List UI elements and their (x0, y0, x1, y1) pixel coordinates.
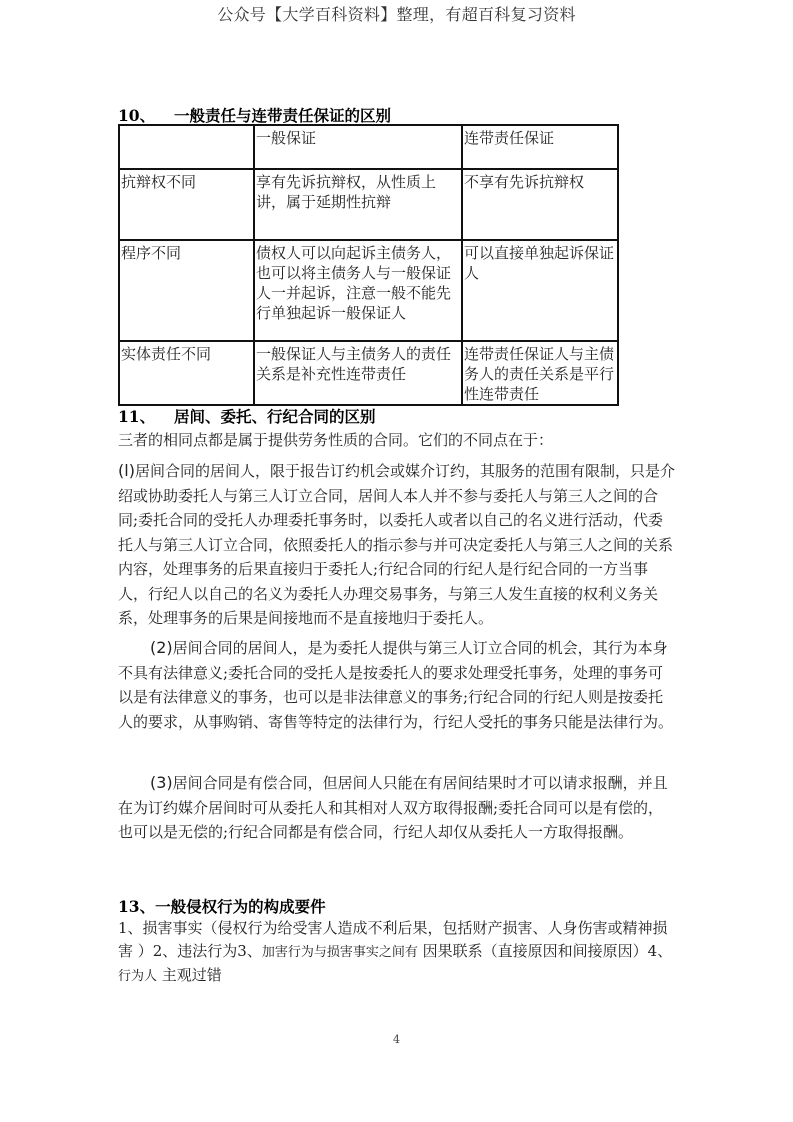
body-text: 因果联系（直接原因和间接原因）4、 (417, 942, 673, 960)
table-cell: 债权人可以向起诉主债务人，也可以将主债务人与一般保证人一并起诉，注意一般不能先行单独起诉一般保证人 (254, 240, 462, 341)
table-header-cell: 一般保证 (254, 125, 462, 169)
table-header-row (119, 125, 618, 169)
section-11-paragraph-2 (118, 636, 678, 734)
section-11-title: 居间、委托、行纪合同的区别 (174, 407, 376, 426)
section-10-title: 一般责任与连带责任保证的区别 (174, 106, 392, 125)
paragraph-marker: (3) (150, 773, 173, 792)
table-cell: 享有先诉抗辩权，从性质上讲，属于延期性抗辩 (254, 169, 462, 240)
table-cell: 抗辩权不同 (119, 169, 254, 240)
table-row (119, 169, 618, 240)
body-text-small: 加害行为与损害事实之间有 (261, 945, 418, 960)
paragraph-text: 居间合同是有偿合同，但居间人只能在有居间结果时才可以请求报酬，并且在为订约媒介居间时可从委托人和其相对人双方取得报酬;委托合同可以是有偿的，也可以是无偿的;行纪合同都是有偿合同，行纪人却仅从委托人一方取得报酬。 (118, 774, 668, 841)
section-11-number: 11、 (118, 407, 156, 426)
page-number: 4 (393, 1033, 400, 1046)
table-cell: 一般保证人与主债务人的责任关系是补充性连带责任 (254, 341, 462, 405)
table-cell: 程序不同 (119, 240, 254, 341)
section-10-number: 10、 (118, 106, 156, 125)
section-11-intro: 三者的相同点都是属于提供劳务性质的合同。它们的不同点在于： (118, 431, 554, 449)
table-row (119, 341, 618, 405)
section-11-paragraph-3 (118, 771, 678, 845)
table-cell: 不享有先诉抗辩权 (462, 169, 618, 240)
page-header: 公众号【大学百科资料】整理，有超百科复习资料 (217, 5, 576, 24)
table-header-cell: 连带责任保证 (462, 125, 618, 169)
body-text-small: 行为人 (118, 969, 158, 984)
table-row (119, 240, 618, 341)
guarantee-comparison-table (118, 124, 619, 406)
section-13-body (118, 917, 678, 988)
paragraph-marker: (2) (150, 638, 173, 657)
table-cell: 实体责任不同 (119, 341, 254, 405)
table-header-cell (119, 125, 254, 169)
paragraph-text: 居间合同的居间人，限于报告订约机会或媒介订约，其服务的范围有限制，只是介绍或协助委托人与第三人订立合同，居间人本人并不参与委托人与第三人之间的合同;委托合同的受托人办理委托事务时，以委托人或者以自己的名义进行活动，代委托人与第三人订立合同，依照委托人的指示参与并可决定委托人与第三人之间的关系内容，处理事务的后果直接归于委托人;行纪合同的行纪人是行纪合同的一方当事人，行纪人以自己的名义为委托人办理交易事务，与第三人发生直接的权利义务关系，处理事务的后果是间接地而不是直接地归于委托人。 (118, 462, 675, 627)
section-10-heading (118, 104, 391, 126)
table-cell: 连带责任保证人与主债务人的责任关系是平行性连带责任 (462, 341, 618, 405)
section-11-heading (118, 405, 376, 427)
body-text: 主观过错 (157, 966, 222, 984)
table-cell: 可以直接单独起诉保证人 (462, 240, 618, 341)
body-text: 1、损害事实（侵权行为给受害人造成不利后果，包括财产损害、人身伤害或精神损害 ）2、违法行为3、 (118, 919, 668, 960)
paragraph-text: 居间合同的居间人，是为委托人提供与第三人订立合同的机会，其行为本身不具有法律意义;委托合同的受托人是按委托人的要求处理受托事务，处理的事务可以是有法律意义的事务，也可以是非法律意义的事务;行纪合同的行纪人则是按委托人的要求，从事购销、寄售等特定的法律行为，行纪人受托的事务只能是法律行为。 (118, 639, 674, 731)
paragraph-marker: (l) (118, 461, 135, 480)
section-11-paragraph-1 (118, 459, 678, 631)
section-13-heading: 13、一般侵权行为的构成要件 (118, 897, 326, 916)
